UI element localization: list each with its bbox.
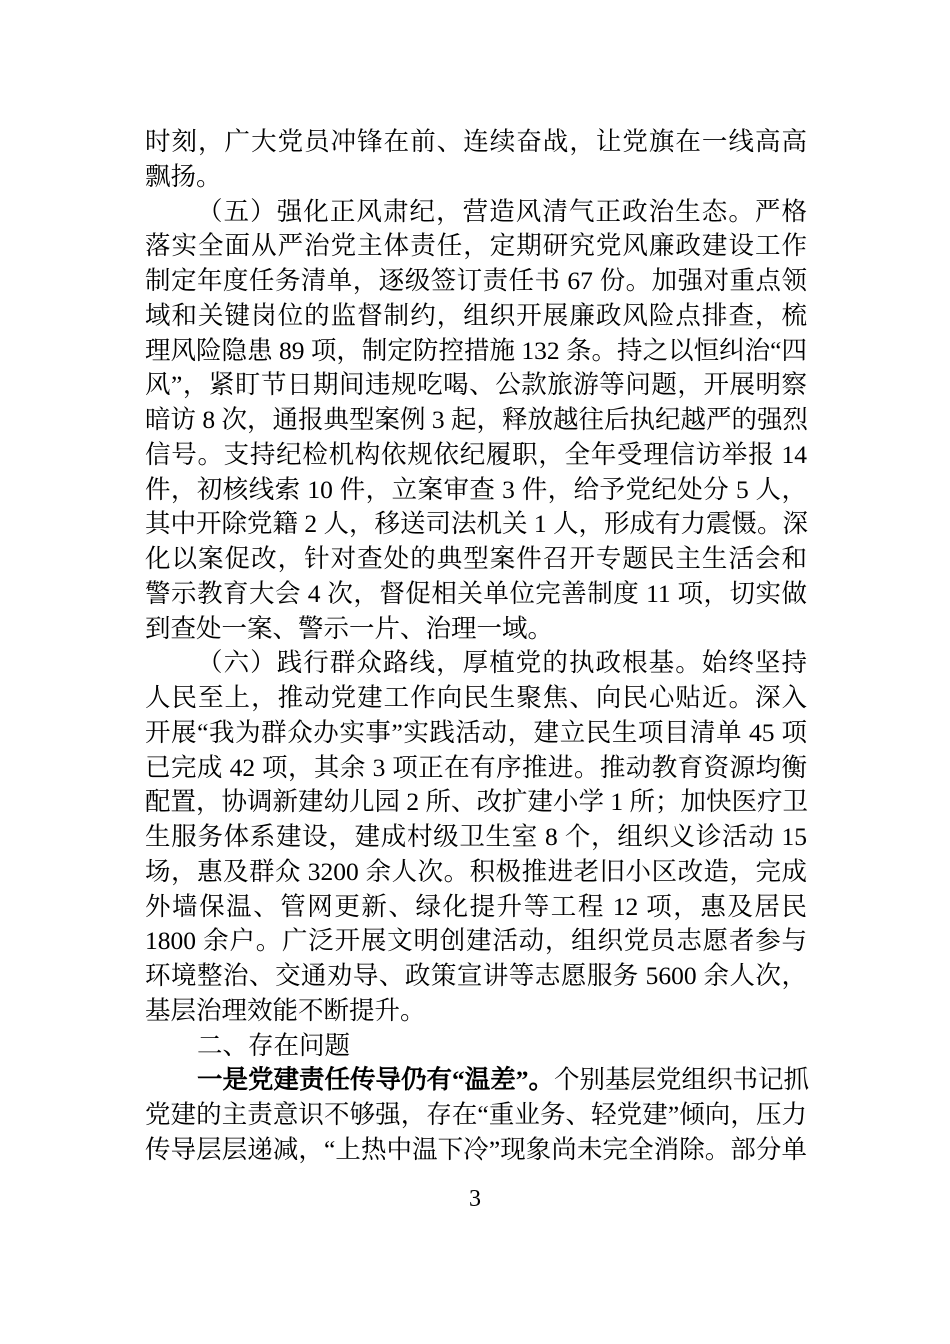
text-line: 件，初核线索 10 件，立案审查 3 件，给予党纪处分 5 人， xyxy=(145,474,807,504)
text-line: 1800 余户。广泛开展文明创建活动，组织党员志愿者参与 xyxy=(145,926,807,956)
text-line: 时刻，广大党员冲锋在前、连续奋战，让党旗在一线高高 xyxy=(145,127,807,156)
paragraph xyxy=(145,195,807,647)
text-line: 化以案促改，针对查处的典型案件召开专题民主生活会和 xyxy=(145,544,807,573)
text-line: 域和关键岗位的监督制约，组织开展廉政风险点排查，梳 xyxy=(145,300,807,330)
text-line: （六）践行群众路线，厚植党的执政根基。始终坚持 xyxy=(197,648,807,678)
text-line: 人民至上，推动党建工作向民生聚焦、向民心贴近。深入 xyxy=(145,683,807,712)
text-line: 制定年度任务清单，逐级签订责任书 67 份。加强对重点领 xyxy=(145,266,807,295)
text-line xyxy=(145,1063,810,1098)
paragraph xyxy=(145,1029,807,1064)
text-line: 开展“我为群众办实事”实践活动，建立民生项目清单 45 项 xyxy=(145,717,807,747)
bold-lead: 一是党建责任传导仍有“温差”。 xyxy=(197,1065,555,1095)
text-line: 已完成 42 项，其余 3 项正在有序推进。推动教育资源均衡 xyxy=(145,752,807,782)
page-number: 3 xyxy=(469,1186,481,1212)
paragraph xyxy=(145,646,807,1028)
document-body xyxy=(145,125,810,1168)
problem-one-paragraph xyxy=(145,1063,810,1167)
text-line: 到查处一案、警示一片、治理一域。 xyxy=(145,613,554,643)
text-line: 场，惠及群众 3200 余人次。积极推进老旧小区改造，完成 xyxy=(145,856,807,886)
text-line: 暗访 8 次，通报典型案例 3 起，释放越往后执纪越严的强烈 xyxy=(145,405,809,434)
text-line: （五）强化正风肃纪，营造风清气正政治生态。严格 xyxy=(197,196,807,226)
text-line: 其中开除党籍 2 人，移送司法机关 1 人，形成有力震慑。深 xyxy=(145,509,809,539)
text-line: 风”，紧盯节日期间违规吃喝、公款旅游等问题，开展明察 xyxy=(145,370,807,400)
text-line: 生服务体系建设，建成村级卫生室 8 个，组织义诊活动 15 xyxy=(145,822,807,851)
text-line: 落实全面从严治党主体责任，定期研究党风廉政建设工作 xyxy=(145,231,807,261)
text-line: 环境整治、交通劝导、政策宣讲等志愿服务 5600 余人次， xyxy=(145,961,807,990)
text-line: 党建的主责意识不够强，存在“重业务、轻党建”倾向，压力 xyxy=(145,1100,807,1129)
text-line: 外墙保温、管网更新、绿化提升等工程 12 项，惠及居民 xyxy=(145,891,807,921)
text-line: 传导层层递减，“上热中温下冷”现象尚未完全消除。部分单 xyxy=(145,1134,807,1164)
paragraph xyxy=(145,125,807,195)
text-line: 警示教育大会 4 次，督促相关单位完善制度 11 项，切实做 xyxy=(145,578,807,608)
text-line: 理风险隐患 89 项，制定防控措施 132 条。持之以恒纠治“四 xyxy=(145,335,807,365)
text-line: 基层治理效能不断提升。 xyxy=(145,995,426,1025)
text-span: 个别基层党组织书记抓 xyxy=(554,1065,810,1095)
text-line: 飘扬。 xyxy=(145,161,222,191)
text-line: 信号。支持纪检机构依规依纪履职，全年受理信访举报 14 xyxy=(145,439,807,469)
text-line: 配置，协调新建幼儿园 2 所、改扩建小学 1 所；加快医疗卫 xyxy=(145,787,809,817)
text-line: 二、存在问题 xyxy=(197,1030,351,1060)
